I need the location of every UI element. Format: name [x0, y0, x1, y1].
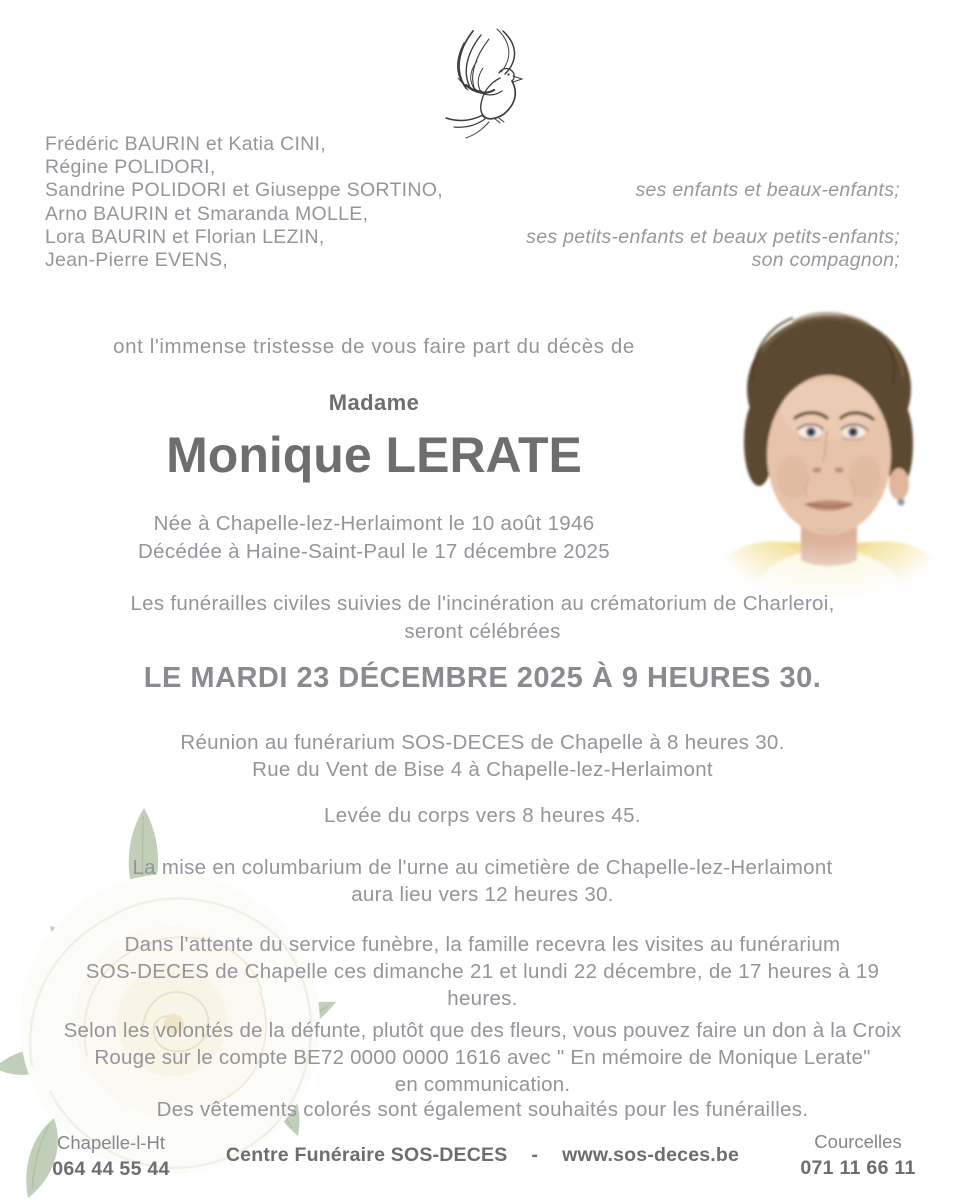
meeting-line: Réunion au funérarium SOS-DECES de Chapelle à 8 heures 30. — [180, 731, 785, 754]
donation-line: en communication. — [394, 1073, 571, 1096]
footer-left-location: Chapelle-l-Ht — [57, 1132, 165, 1153]
death-line: Décédée à Haine-Saint-Paul le 17 décembre 2025 — [138, 540, 610, 563]
birth-line: Née à Chapelle-lez-Herlaimont le 10 août 1946 — [153, 512, 595, 535]
family-relation-label: ses enfants et beaux-enfants; — [635, 179, 900, 202]
donation-line: Rouge sur le compte BE72 0000 0000 1616 avec " En mémoire de Monique Lerate" — [94, 1046, 871, 1069]
columbarium-paragraph — [0, 854, 965, 908]
ceremony-line: Les funérailles civiles suivies de l'incinération au crématorium de Charleroi, — [130, 592, 835, 615]
honorific: Madame — [328, 390, 420, 415]
family-row — [45, 133, 900, 156]
family-relation-label: son compagnon; — [751, 249, 900, 272]
ceremony-paragraph — [0, 590, 965, 646]
visits-paragraph — [0, 931, 965, 1012]
footer-right-contact — [773, 1128, 943, 1182]
footer-company-name: Centre Funéraire SOS-DECES — [225, 1144, 508, 1166]
footer-left-phone: 064 44 55 44 — [52, 1158, 170, 1180]
family-member-name: Régine POLIDORI, — [45, 156, 216, 179]
meeting-line: Rue du Vent de Bise 4 à Chapelle-lez-Herlaimont — [252, 758, 713, 781]
family-row — [45, 226, 900, 249]
dove-icon — [437, 26, 537, 144]
visits-line: SOS-DECES de Chapelle ces dimanche 21 et lundi 22 décembre, de 17 heures à 19 — [85, 960, 880, 983]
family-member-name: Arno BAURIN et Smaranda MOLLE, — [45, 202, 369, 225]
ceremony-date: LE MARDI 23 DÉCEMBRE 2025 À 9 HEURES 30. — [143, 662, 822, 694]
donation-paragraph — [0, 1017, 965, 1098]
life-dates — [0, 510, 748, 566]
family-row — [45, 179, 900, 202]
family-member-name: Jean-Pierre EVENS, — [45, 249, 229, 272]
family-relation-label: ses petits-enfants et beaux petits-enfants; — [526, 225, 900, 248]
family-member-name: Frédéric BAURIN et Katia CINI, — [45, 133, 326, 155]
footer-website: www.sos-deces.be — [562, 1144, 740, 1166]
donation-line: Selon les volontés de la défunte, plutôt que des fleurs, vous pouvez faire un don à la Croix — [63, 1019, 902, 1042]
columbarium-line: aura lieu vers 12 heures 30. — [351, 883, 614, 906]
ceremony-line: seront célébrées — [404, 620, 561, 643]
levee-line: Levée du corps vers 8 heures 45. — [323, 804, 642, 827]
family-list — [45, 133, 900, 272]
columbarium-line: La mise en columbarium de l'urne au cimetière de Chapelle-lez-Herlaimont — [132, 856, 833, 879]
footer-right-phone: 071 11 66 11 — [800, 1157, 916, 1179]
visits-line: heures. — [447, 987, 518, 1010]
footer-separator: - — [531, 1144, 539, 1166]
intro-line: ont l'immense tristesse de vous faire part du décès de — [113, 335, 635, 358]
footer-right-location: Courcelles — [814, 1131, 902, 1152]
family-row — [45, 249, 900, 272]
family-member-name: Sandrine POLIDORI et Giuseppe SORTINO, — [45, 179, 443, 202]
family-row — [45, 203, 900, 226]
family-member-name: Lora BAURIN et Florian LEZIN, — [45, 225, 325, 248]
meeting-paragraph — [0, 729, 965, 783]
family-row — [45, 156, 900, 179]
visits-line: Dans l'attente du service funèbre, la famille recevra les visites au funérarium — [124, 933, 841, 956]
clothing-line: Des vêtements colorés sont également souhaités pour les funérailles. — [156, 1098, 809, 1121]
deceased-name: Monique LERATE — [166, 427, 582, 483]
